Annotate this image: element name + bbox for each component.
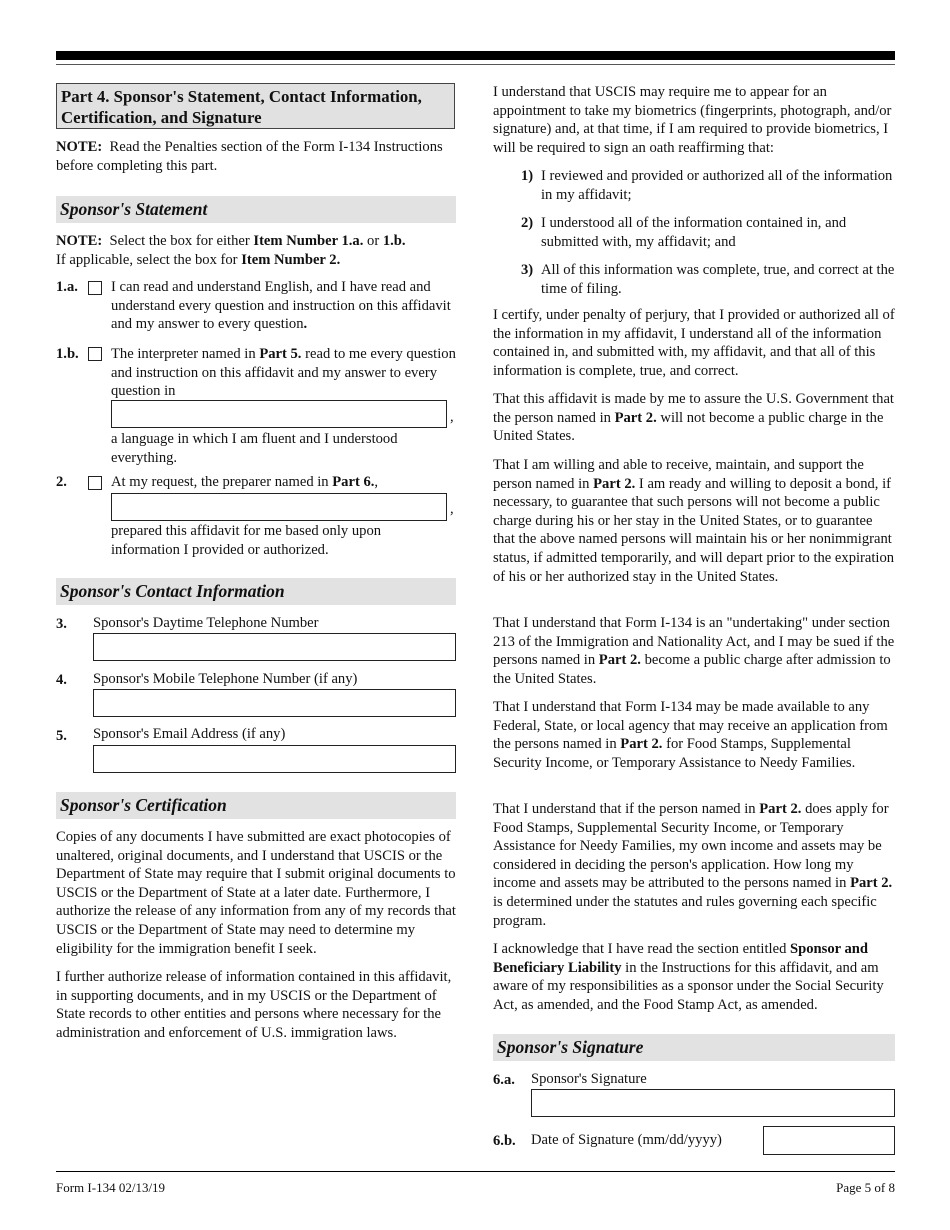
footer-page-number: Page 5 of 8 (836, 1180, 895, 1195)
part-header: Part 4. Sponsor's Statement, Contact Information, Certification, and Signature (56, 83, 455, 129)
perjury-para: I certify, under penalty of perjury, that I provided or authorized all of the information in my affidavit, I understand all of the information contained in, and submitted with, my affidavit, and that all of this information is complete, true, and correct. (493, 307, 895, 379)
item-1b-after: a language in which I am fluent and I understood everything. (111, 431, 398, 466)
language-field[interactable] (111, 400, 447, 428)
footer-rule (56, 1171, 895, 1172)
item-number-5: 5. (56, 728, 67, 744)
mobile-phone-input[interactable] (93, 689, 456, 717)
item-number-1a: 1.a. (56, 279, 78, 295)
mobile-phone-label: Sponsor's Mobile Telephone Number (if any) (93, 671, 358, 687)
date-label: Date of Signature (mm/dd/yyyy) (531, 1132, 722, 1148)
item-number-4: 4. (56, 672, 67, 688)
acknowledge-para: I acknowledge that I have read the section entitled Sponsor and Beneficiary Liability in the Instructions for this affidavit, and am aware of my responsibilities as a sponsor under the Social Security Act, as amended, and the Food Stamp Act, as amended. (493, 941, 884, 1013)
oath-list (521, 167, 895, 299)
email-label: Sponsor's Email Address (if any) (93, 726, 286, 742)
date-input[interactable] (763, 1126, 895, 1155)
section-header-signature: Sponsor's Signature (493, 1034, 895, 1061)
oath-item-3: 3) All of this information was complete, true, and correct at the time of filing. (521, 262, 895, 297)
section-header-certification: Sponsor's Certification (56, 792, 456, 819)
certification-para-1: Copies of any documents I have submitted are exact photocopies of unaltered, original documents, and I understand that USCIS or the Department of State may require that I submit original documents to USCIS or the Department of State at a later date. Furthermore, I authorize the release of any information from any of my records that USCIS or the Department of State may need to determine my eligibility for the immigration benefit I seek. (56, 829, 456, 957)
checkbox-2[interactable] (88, 476, 102, 490)
section-header-statement: Sponsor's Statement (56, 196, 456, 223)
section-header-contact: Sponsor's Contact Information (56, 578, 456, 605)
signature-label: Sponsor's Signature (531, 1071, 647, 1087)
daytime-phone-label: Sponsor's Daytime Telephone Number (93, 615, 319, 631)
item-2-after: prepared this affidavit for me based only upon information I provided or authorized. (111, 523, 382, 558)
top-rule-thin (56, 64, 895, 65)
item-number-6b: 6.b. (493, 1133, 516, 1149)
note-text: Read the Penalties section of the Form I-134 Instructions before completing this part. (56, 139, 443, 174)
item-number-2: 2. (56, 474, 67, 490)
willing-para: That I am willing and able to receive, maintain, and support the person named in Part 2. I am ready and willing to deposit a bond, if necessary, to guarantee that such persons will not become a public charge during his or her stay in the United States, or to guarantee that the above named persons will maintain his or her nonimmigrant status, if admitted temporarily, and will depart prior to the expiration of his or her authorized stay in the United States. (493, 457, 895, 585)
item-1a-text: I can read and understand English, and I have read and understand every question and instruction on this affidavit and my answer to every question. (111, 279, 451, 333)
comma-2: , (450, 501, 454, 517)
checkbox-1b[interactable] (88, 347, 102, 361)
daytime-phone-input[interactable] (93, 633, 456, 661)
item-number-1b: 1.b. (56, 346, 79, 362)
footer-form-id: Form I-134 02/13/19 (56, 1180, 166, 1195)
comma-1b: , (450, 409, 454, 425)
undertaking-para: That I understand that Form I-134 is an "undertaking" under section 213 of the Immigration and Nationality Act, and I may be sued if the persons named in Part 2. become a public charge after admission to the United States. (493, 615, 895, 687)
note-label: NOTE: (56, 139, 103, 155)
item-number-3: 3. (56, 616, 67, 632)
preparer-field[interactable] (111, 493, 447, 521)
item-1b-text: The interpreter named in Part 5. read to me every question and instruction on this affidavit and my answer to every question in (111, 346, 456, 400)
oath-item-1: 1) I reviewed and provided or authorized all of the information in my affidavit; (521, 168, 893, 203)
signature-input[interactable] (531, 1089, 895, 1117)
email-input[interactable] (93, 745, 456, 773)
item-2-text: At my request, the preparer named in Part 6., (111, 474, 379, 490)
checkbox-1a[interactable] (88, 281, 102, 295)
top-rule-thick (56, 51, 895, 60)
assure-para: That this affidavit is made by me to assure the U.S. Government that the person named in Part 2. will not become a public charge in the United States. (493, 391, 894, 445)
biometrics-para: I understand that USCIS may require me to appear for an appointment to take my biometrics (fingerprints, photograph, and/or signature) and, at that time, if I am required to provide biometrics, I will be required to sign an oath reaffirming that: (493, 84, 892, 156)
certification-para-2: I further authorize release of information contained in this affidavit, in supporting documents, and in my USCIS or the Department of State records to other entities and persons where necessary for the administration and enforcement of U.S. immigration laws. (56, 969, 452, 1041)
item-number-6a: 6.a. (493, 1072, 515, 1088)
note-intro (56, 138, 456, 175)
oath-item-2: 2) I understood all of the information contained in, and submitted with, my affidavit; and (521, 215, 847, 250)
statement-note: NOTE: Select the box for either Item Number 1.a. or 1.b. If applicable, select the box for Item Number 2. (56, 233, 406, 268)
apply-para: That I understand that if the person named in Part 2. does apply for Food Stamps, Supplemental Security Income, or Temporary Assistance for Needy Families, my own income and assets may be considered in deciding the person's application. How long my income and assets may be attributed to the persons named in Part 2. is determined under the statutes and rules governing each specific program. (493, 801, 893, 929)
available-para: That I understand that Form I-134 may be made available to any Federal, State, or local agency that may receive an application from the persons named in Part 2. for Food Stamps, Supplemental Security Income, or Temporary Assistance to Needy Families. (493, 699, 888, 771)
